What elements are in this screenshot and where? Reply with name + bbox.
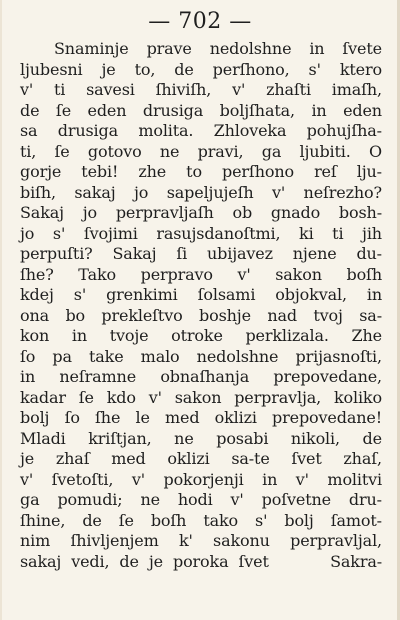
line-word: je: [101, 59, 116, 79]
text-line: [20, 244, 382, 265]
line-word: kriſtjan,: [88, 428, 152, 448]
text-line: [20, 80, 382, 101]
line-word: ubijavez: [206, 244, 273, 263]
line-word: ti: [332, 223, 344, 243]
line-word: bolj: [284, 510, 314, 530]
line-word: in: [311, 100, 327, 120]
line-word: v': [230, 490, 244, 509]
text-line: [20, 326, 382, 347]
text-line: [20, 285, 382, 306]
line-word: in: [262, 469, 278, 489]
line-word: ſvete: [342, 39, 382, 58]
line-word: ljubiti.: [299, 141, 351, 161]
line-word: posabi: [216, 428, 269, 448]
text-line: [20, 429, 382, 450]
line-word: de: [20, 100, 40, 120]
line-word: tako: [203, 510, 239, 530]
line-word: ſhe?: [20, 264, 54, 284]
line-word: ſhiviſh,: [155, 80, 212, 99]
line-word: oklizi: [167, 449, 210, 468]
line-word: ſvet: [291, 449, 322, 468]
line-word: pohujſha-: [306, 121, 382, 140]
text-line: [20, 531, 382, 552]
line-word: jo: [133, 182, 149, 202]
line-word: Tako: [78, 264, 116, 284]
line-word: prekleſtvo: [101, 305, 183, 325]
line-word: sa: [20, 121, 38, 140]
line-word: bosh-: [338, 203, 382, 222]
text-line: [20, 162, 382, 183]
line-word: tvoje: [109, 326, 149, 345]
text-line: [20, 347, 382, 368]
text-line: [20, 121, 382, 142]
line-word: k': [178, 531, 193, 550]
page-number: — 702 —: [148, 9, 252, 34]
line-word: objokval,: [275, 285, 347, 304]
line-word: rasujsdanoſtmi,: [156, 223, 281, 243]
line-word: v': [148, 387, 162, 407]
line-word: prepovedane,: [273, 367, 382, 386]
line-word: in: [309, 39, 325, 58]
line-word: zhaſti: [266, 80, 311, 99]
line-word: s': [308, 59, 321, 79]
line-word: ona: [20, 305, 50, 325]
line-word: boſh: [150, 510, 187, 530]
line-word: s': [255, 510, 268, 530]
line-word: gorje: [20, 162, 62, 181]
line-word: sakon: [275, 264, 322, 284]
line-word: ſamot-: [330, 510, 382, 530]
line-word: perklizala.: [245, 326, 329, 345]
text-line: [20, 142, 382, 163]
line-word: ſe: [118, 510, 134, 530]
line-word: tebi!: [81, 162, 119, 181]
line-word: sakonu: [213, 531, 270, 550]
line-word: ſvetoſti,: [51, 469, 114, 489]
text-line: [20, 60, 382, 81]
line-word: molitvi: [327, 469, 382, 489]
text-line: [20, 39, 382, 60]
line-word: bo: [65, 305, 86, 325]
line-word: poroka: [172, 551, 229, 571]
line-word: perpuſti?: [20, 244, 93, 263]
line-word: ſe: [55, 100, 72, 120]
line-word: ſhine,: [20, 510, 66, 530]
line-word: pravi,: [197, 141, 244, 161]
line-word: ſe: [54, 141, 70, 161]
line-word: sakaj: [20, 551, 62, 571]
text-line: [20, 470, 382, 491]
line-word: ne: [174, 428, 194, 448]
line-word: gnado: [270, 203, 321, 222]
line-word: to: [186, 162, 202, 181]
line-word: reſ: [314, 162, 337, 181]
line-word: v': [232, 80, 246, 99]
line-word: koliko: [333, 387, 382, 407]
text-line: [20, 408, 382, 429]
line-word: in: [366, 285, 382, 304]
line-word: v': [131, 469, 145, 489]
line-word: sa-te: [231, 449, 270, 468]
line-word: boshje: [199, 305, 251, 325]
line-word: med: [111, 449, 146, 468]
text-line: [20, 490, 382, 511]
line-word: ſhe: [95, 408, 121, 427]
line-word: pomudi;: [57, 490, 123, 509]
line-word: nim: [20, 531, 51, 550]
line-word: ne: [159, 141, 180, 161]
line-word: pa: [52, 346, 72, 366]
line-word: v': [237, 264, 251, 284]
text-line: [20, 183, 382, 204]
line-word: kdo: [106, 387, 136, 407]
line-word: biſh,: [20, 182, 56, 202]
line-word: lju-: [356, 162, 382, 181]
text-line: [20, 265, 382, 286]
line-word: ſi: [176, 244, 188, 263]
line-word: otroke: [171, 326, 223, 345]
line-word: je: [148, 551, 163, 571]
line-word: ſo: [20, 346, 36, 366]
line-word: ſo: [64, 408, 80, 427]
line-word: le: [135, 408, 150, 427]
line-word: eden: [87, 100, 127, 120]
line-word: Mladi: [20, 428, 66, 448]
line-word: ſe: [78, 387, 94, 407]
line-word: perſhono: [222, 162, 294, 181]
line-word: grenkimi: [106, 285, 178, 304]
text-line: [20, 367, 382, 388]
line-word: hodi: [177, 490, 213, 509]
line-word: de: [174, 59, 194, 79]
line-word: obnaſhanja: [160, 367, 250, 386]
line-word: de: [119, 551, 139, 571]
line-word: drusiga: [142, 100, 204, 120]
page-edge-left: [0, 0, 2, 620]
line-word: kdej: [20, 285, 54, 304]
line-word: imaſh,: [331, 80, 382, 99]
text-line: [20, 101, 382, 122]
line-word: savesi: [86, 80, 135, 99]
line-word: perpravlja,: [234, 387, 322, 407]
line-word: nikoli,: [290, 428, 340, 448]
line-word: ſvojimi: [83, 223, 138, 243]
line-word: perpravo: [140, 264, 213, 284]
line-word: poſvetne: [261, 490, 331, 509]
line-word: dru-: [348, 490, 382, 509]
line-word: prijasnoſti,: [295, 346, 382, 366]
line-word: prepovedane!: [272, 408, 382, 427]
line-word: nedolshne: [196, 346, 279, 366]
line-word: med: [164, 408, 200, 427]
line-word: ga: [20, 490, 40, 509]
line-word: de: [82, 510, 102, 530]
line-word: zhaſ,: [343, 449, 382, 468]
line-word: je: [20, 449, 35, 468]
line-word: perpravljaſh: [115, 203, 214, 222]
line-word: in: [20, 367, 36, 386]
line-word: Zhloveka: [213, 121, 287, 140]
line-word: jo: [82, 203, 98, 222]
line-word: ki: [299, 223, 314, 243]
line-word: boljſhata,: [219, 100, 295, 120]
line-word: vedi,: [71, 551, 110, 571]
text-line: [20, 511, 382, 532]
line-word: du-: [356, 244, 382, 263]
line-word: eden: [343, 100, 382, 120]
line-word: kon: [20, 326, 50, 345]
line-word: Sakaj: [20, 203, 64, 222]
line-word: in: [71, 326, 87, 345]
line-word: s': [73, 285, 87, 304]
text-line: [20, 203, 382, 224]
line-word: ſolsami: [197, 285, 256, 304]
line-word: sakon: [174, 387, 222, 407]
line-word: molita.: [138, 121, 194, 140]
line-word: njene: [292, 244, 337, 263]
line-word: prave: [146, 39, 192, 58]
line-word: pokorjenji: [163, 469, 244, 489]
line-word: tvoj: [313, 305, 343, 325]
line-word: v': [20, 469, 34, 489]
line-word: ga: [261, 141, 282, 161]
line-word: sakaj: [74, 182, 116, 202]
line-word: Sakra-: [330, 551, 382, 571]
line-word: jih: [362, 223, 382, 243]
line-word: neſrezho?: [303, 182, 382, 202]
line-word: neſramne: [59, 367, 137, 386]
text-line: [20, 306, 382, 327]
line-word: ti: [53, 80, 66, 99]
line-word: oklizi: [214, 408, 257, 427]
line-word: kadar: [20, 387, 66, 407]
line-word: de: [362, 428, 382, 448]
line-word: sapeljujeſh: [166, 182, 254, 202]
line-word: perpravljal,: [290, 531, 382, 550]
line-word: drusiga: [57, 121, 119, 140]
body-text: [20, 39, 382, 572]
line-word: v': [271, 182, 286, 202]
line-word: nedolshne: [209, 39, 292, 58]
line-word: ktero: [339, 59, 382, 79]
line-word: ljubesni: [20, 59, 83, 79]
line-word: s': [52, 223, 66, 243]
line-word: Sakaj: [112, 244, 157, 263]
line-word: Snaminje: [54, 39, 129, 58]
text-line: [20, 224, 382, 245]
line-word: sa-: [359, 305, 382, 325]
line-word: ſhivljenjem: [70, 531, 159, 550]
line-word: jo: [20, 223, 35, 243]
line-word: ti,: [20, 141, 37, 161]
line-word: O: [369, 141, 382, 161]
line-word: gotovo: [87, 141, 142, 161]
line-word: to,: [134, 59, 156, 79]
line-word: malo: [140, 346, 180, 366]
line-word: ob: [232, 203, 253, 222]
text-line: [20, 388, 382, 409]
line-word: zhe: [138, 162, 167, 181]
line-word: ne: [140, 490, 160, 509]
line-word: take: [89, 346, 124, 366]
line-word: v': [20, 80, 34, 99]
line-word: ſvet: [238, 551, 269, 571]
line-word: v': [295, 469, 309, 489]
text-line: [20, 552, 382, 573]
line-word: Zhe: [351, 326, 382, 345]
line-word: zhaſ: [55, 449, 90, 468]
text-line: [20, 449, 382, 470]
line-word: nad: [267, 305, 297, 325]
line-word: boſh: [346, 264, 382, 284]
line-word: bolj: [20, 408, 50, 427]
line-word: perſhono,: [212, 59, 290, 79]
